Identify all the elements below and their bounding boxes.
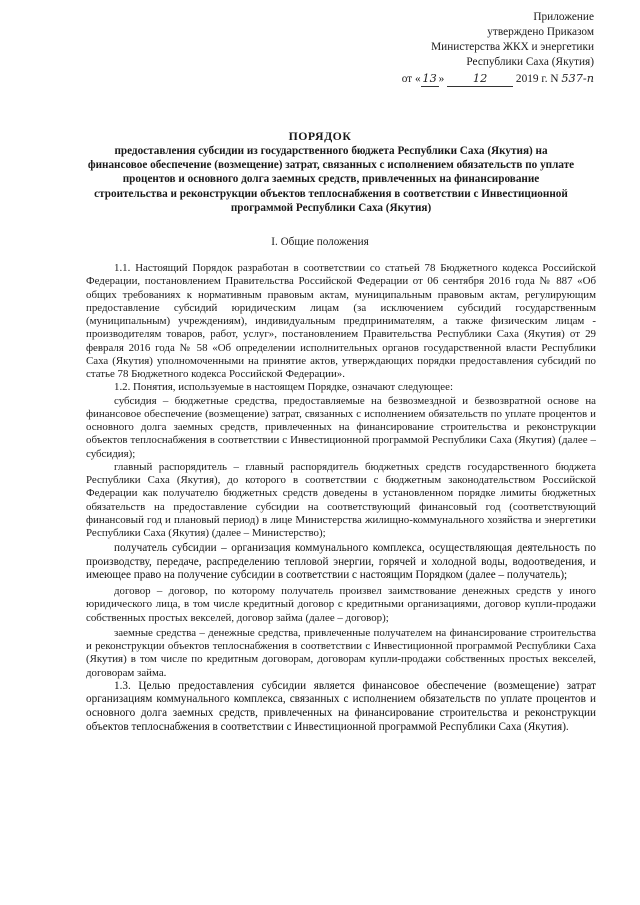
definition-contract: договор – договор, по которому получатель произвел заимствование денежных средств у иного юридического лица, в том числе кредитный договор с кредитными организациями, договор купли-продажи собственных простых векселей, договор займа (далее – договор);	[86, 585, 596, 624]
document-body	[86, 262, 596, 734]
definition-subsidy: субсидия – бюджетные средства, предоставляемые на безвозмездной и безвозвратной основе на финансовое обеспечение (возмещение) затрат, связанных с исполнением обязательств по уплате процентов и основного долга заемных средств, привлеченных на финансирование строительства и реконструкции объектов теплоснабжения в соответствии с Инвестиционной программой Республики Саха (Якутия) (далее – субсидия);	[86, 394, 596, 460]
definition-main-manager: главный распорядитель – главный распорядитель бюджетных средств государственного бюджета Республики Саха (Якутия), до которого в соответствии с бюджетным законодательством Российской Федерации как получателю бюджетных средств доведены в установленном порядке лимиты бюджетных обязательств на предоставление субсидии на соответствующий финансовый год (соответствующий финансовый год и плановый период) в лице Министерства жилищно-коммунального хозяйства и энергетики Республики Саха (Якутия) (далее – Министерство);	[86, 460, 596, 539]
definition-recipient: получатель субсидии – организация коммунального комплекса, осуществляющая деятельность по производству, передаче, распределению тепловой энергии, горячей и холодной воды, водоотведения, и имеющее право на получение субсидии в соответствии с настоящим Порядком (далее – получатель);	[86, 542, 596, 582]
document-title: ПОРЯДОК	[288, 129, 352, 143]
order-day: 13	[422, 72, 437, 85]
order-month: 12	[447, 71, 513, 87]
section-heading: I. Общие положения	[271, 236, 369, 248]
ministry-label: Министерства ЖКХ и энергетики	[431, 41, 594, 53]
order-number: 537-п	[561, 72, 594, 85]
year-part: 2019 г. N	[515, 73, 559, 85]
paragraph-1-1: 1.1. Настоящий Порядок разработан в соответствии со статьей 78 Бюджетного кодекса Российской Федерации, постановлением Правительства Российской Федерации от 06 сентября 2016 года № 887 «Об общих требованиях к нормативным правовым актам, муниципальным правовым актам, регулирующим предоставление субсидий юридическим лицам (за исключением субсидий государственным (муниципальным) учреждениям), индивидуальным предпринимателям, а также физическим лицам - производителям товаров, работ, услуг», постановлением Правительства Республики Саха (Якутия) от 29 февраля 2016 года № 58 «Об определении исполнительных органов государственной власти Республики Саха (Якутия) уполномоченными на принятие актов, утверждающих порядки предоставления субсидий по статье 78 Бюджетного кодекса Российской Федерации».	[86, 262, 596, 380]
approval-stamp-block	[402, 10, 594, 87]
date-prefix: от «	[401, 73, 421, 85]
document-subtitle: предоставления субсидии из государственного бюджета Республики Саха (Якутия) на финансовое обеспечение (возмещение) затрат, связанных с исполнением обязательств по уплате процентов и основного долга заемных средств, привлеченных на финансирование строительства и реконструкции объектов теплоснабжения в соответствии с Инвестиционной программой Республики Саха (Якутия)	[87, 145, 575, 214]
approved-by-label: утверждено Приказом	[487, 26, 594, 38]
republic-label: Республики Саха (Якутия)	[466, 56, 594, 68]
definition-borrowed-funds: заемные средства – денежные средства, привлеченные получателем на финансирование строительства и реконструкции объектов теплоснабжения в соответствии с Инвестиционной программой Республики Саха (Якутия) в том числе по кредитным договорам, договорам купли-продажи собственных простых векселей, договорам займа.	[86, 626, 596, 679]
appendix-label: Приложение	[533, 11, 594, 23]
paragraph-1-2: 1.2. Понятия, используемые в настоящем Порядке, означают следующее:	[114, 381, 453, 394]
paragraph-1-3: 1.3. Целью предоставления субсидии является финансовое обеспечение (возмещение) затрат организациям коммунального комплекса, связанных с исполнением обязательств по уплате процентов и основного долга заемных средств, привлеченных на финансирование строительства и реконструкции объектов теплоснабжения в соответствии с Инвестиционной программой Республики Саха (Якутия).	[86, 679, 596, 733]
date-mid: »	[438, 73, 445, 85]
order-date-number	[402, 71, 594, 87]
